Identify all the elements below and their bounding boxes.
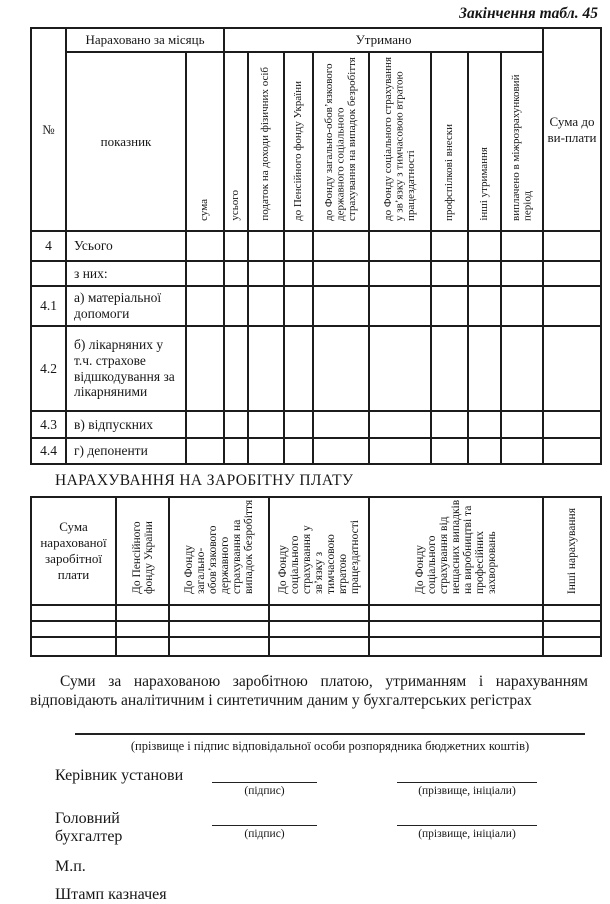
empty-cell [116, 621, 169, 637]
paid-interim-header [501, 52, 543, 231]
empty-cell [543, 605, 601, 621]
empty-cell [224, 438, 248, 464]
empty-cell [543, 621, 601, 637]
empty-cell [543, 637, 601, 656]
sum-header [186, 52, 224, 231]
empty-cell [248, 231, 284, 261]
empty-cell [543, 231, 601, 261]
other-withholdings-header [468, 52, 501, 231]
responsible-person-signature-line [75, 727, 585, 735]
empty-cell [501, 411, 543, 438]
empty-cell [284, 438, 313, 464]
empty-cell [501, 326, 543, 411]
table-row [31, 231, 601, 261]
accrued-salary-sum-header: Сума нарахованої заробітної плати [31, 497, 116, 605]
row-label: Усього [66, 231, 186, 261]
empty-cell [313, 326, 369, 411]
row-label: г) депоненти [66, 438, 186, 464]
empty-cell [369, 637, 543, 656]
empty-cell [313, 438, 369, 464]
empty-cell [116, 605, 169, 621]
empty-cell [369, 261, 431, 286]
empty-cell [468, 231, 501, 261]
empty-cell [248, 286, 284, 326]
empty-cell [501, 231, 543, 261]
unemployment-fund-header-text: до Фонду загально-обов’язкового державного соціального страхування на випадок безробіття [322, 57, 358, 221]
accountant-label: Головний бухгалтер [55, 809, 123, 845]
signature-caption: (підпис) [244, 827, 285, 840]
empty-cell [543, 261, 601, 286]
section-title: НАРАХУВАННЯ НА ЗАРОБІТНУ ПЛАТУ [55, 472, 354, 489]
empty-cell [313, 231, 369, 261]
union-fees-header [431, 52, 468, 231]
pension-fund-header-text: До Пенсійного фонду України [130, 521, 155, 594]
empty-cell [468, 286, 501, 326]
accountant-signature-row [55, 810, 600, 846]
other-accruals-header [543, 497, 601, 605]
row-label: б) лікарняних у т.ч. страхове відшкодування за лікарняними [66, 326, 186, 411]
empty-cell [186, 261, 224, 286]
empty-cell [369, 411, 431, 438]
empty-cell [369, 621, 543, 637]
disability-fund-header [269, 497, 369, 605]
signature-caption: (підпис) [244, 784, 285, 797]
empty-cell [468, 438, 501, 464]
empty-cell [186, 231, 224, 261]
empty-cell [431, 231, 468, 261]
empty-cell [248, 411, 284, 438]
name-caption: (прізвище, ініціали) [418, 784, 516, 797]
row-number: 4 [31, 231, 66, 261]
empty-cell [284, 261, 313, 286]
income-tax-header-text: податок на доходи фізичних осіб [259, 67, 272, 221]
empty-cell [224, 261, 248, 286]
empty-cell [431, 326, 468, 411]
empty-cell [543, 411, 601, 438]
pension-fund-header [284, 52, 313, 231]
empty-cell [169, 605, 269, 621]
director-label: Керівник установи [55, 766, 184, 784]
union-fees-header-text: профспілкові внески [442, 124, 455, 221]
row-label: а) матеріальної допомоги [66, 286, 186, 326]
empty-cell [431, 261, 468, 286]
empty-cell [468, 411, 501, 438]
sum-header-text: сума [198, 199, 211, 221]
empty-cell [169, 637, 269, 656]
empty-cell [284, 326, 313, 411]
empty-cell [369, 231, 431, 261]
empty-cell [224, 231, 248, 261]
empty-cell [431, 286, 468, 326]
name-caption: (прізвище, ініціали) [418, 827, 516, 840]
empty-cell [186, 411, 224, 438]
empty-cell [248, 438, 284, 464]
sum-to-pay-header: Сума до ви-плати [543, 28, 601, 231]
empty-cell [313, 286, 369, 326]
number-column-header: № [31, 28, 66, 231]
empty-cell [369, 438, 431, 464]
table-continuation-caption: Закінчення табл. 45 [459, 5, 598, 22]
empty-cell [543, 438, 601, 464]
empty-cell [248, 326, 284, 411]
row-number [31, 261, 66, 286]
total-header-text: усього [229, 190, 242, 221]
empty-cell [284, 411, 313, 438]
indicator-header: показник [66, 52, 186, 231]
empty-cell [501, 261, 543, 286]
table-row [31, 286, 601, 326]
table-row [31, 637, 601, 656]
other-withholdings-header-text: інші утримання [477, 147, 490, 221]
empty-cell [313, 411, 369, 438]
unemployment-fund-header-text: До Фонду загально-обов’язкового державного страхування на випадок безробіття [183, 499, 255, 594]
name-blank-line [397, 769, 537, 783]
empty-cell [369, 605, 543, 621]
withheld-group-header: Утримано [224, 28, 543, 52]
accruals-table [30, 496, 602, 657]
seal-place-label: М.п. [55, 857, 86, 875]
empty-cell [269, 605, 369, 621]
row-number: 4.4 [31, 438, 66, 464]
empty-cell [431, 438, 468, 464]
empty-cell [224, 286, 248, 326]
accident-fund-header [369, 497, 543, 605]
accountant-name-field [397, 812, 537, 840]
empty-cell [501, 438, 543, 464]
row-label: з них: [66, 261, 186, 286]
director-signature-row [55, 767, 600, 797]
unemployment-fund-header [313, 52, 369, 231]
empty-cell [313, 261, 369, 286]
empty-cell [224, 411, 248, 438]
responsible-person-caption: (прізвище і підпис відповідальної особи розпорядника бюджетних коштів) [130, 738, 530, 753]
row-number: 4.3 [31, 411, 66, 438]
empty-cell [31, 621, 116, 637]
signature-blank-line [212, 769, 317, 783]
pension-fund-header-text: до Пенсійного фонду України [291, 81, 304, 221]
empty-cell [369, 286, 431, 326]
empty-cell [248, 261, 284, 286]
table-row [31, 326, 601, 411]
empty-cell [31, 605, 116, 621]
empty-cell [186, 438, 224, 464]
empty-cell [369, 326, 431, 411]
accrued-group-header: Нараховано за місяць [66, 28, 224, 52]
empty-cell [284, 231, 313, 261]
empty-cell [169, 621, 269, 637]
empty-cell [31, 637, 116, 656]
other-accruals-header-text: Інші нарахування [566, 507, 578, 594]
table-row [31, 621, 601, 637]
empty-cell [284, 286, 313, 326]
empty-cell [269, 621, 369, 637]
pension-fund-header [116, 497, 169, 605]
signature-blank-line [212, 812, 317, 826]
table-row [31, 605, 601, 621]
empty-cell [186, 286, 224, 326]
table-row [31, 411, 601, 438]
row-label: в) відпускних [66, 411, 186, 438]
accident-fund-header-text: До Фонду соціального страхування від нещасних випадків на виробництві та професійних захворювань [414, 499, 498, 594]
table-row [31, 438, 601, 464]
row-number: 4.1 [31, 286, 66, 326]
empty-cell [501, 286, 543, 326]
accountant-signature-field [212, 812, 317, 840]
empty-cell [468, 261, 501, 286]
disability-fund-header [369, 52, 431, 231]
empty-cell [468, 326, 501, 411]
treasurer-stamp-label: Штамп казначея [55, 885, 167, 903]
withholding-table [30, 27, 602, 465]
empty-cell [269, 637, 369, 656]
empty-cell [431, 411, 468, 438]
director-name-field [397, 769, 537, 797]
empty-cell [116, 637, 169, 656]
paid-interim-header-text: виплачено в міжрозрахунковий період [509, 74, 534, 221]
income-tax-header [248, 52, 284, 231]
empty-cell [186, 326, 224, 411]
empty-cell [224, 326, 248, 411]
confirmation-paragraph: Суми за нарахованою заробітною платою, утриманням і нарахуванням відповідають аналітичним і синтетичним даним у бухгалтерських регістрах [30, 673, 588, 709]
director-signature-field [212, 769, 317, 797]
disability-fund-header-text: До Фонду соціального страхування у зв’язку з тимчасовою втратою працездатності [277, 520, 361, 594]
empty-cell [543, 286, 601, 326]
name-blank-line [397, 812, 537, 826]
table-row [31, 261, 601, 286]
unemployment-fund-header [169, 497, 269, 605]
disability-fund-header-text: до Фонду соціального страхування у зв’язку з тимчасовою втратою працездатності [381, 56, 417, 221]
empty-cell [543, 326, 601, 411]
total-header [224, 52, 248, 231]
row-number: 4.2 [31, 326, 66, 411]
